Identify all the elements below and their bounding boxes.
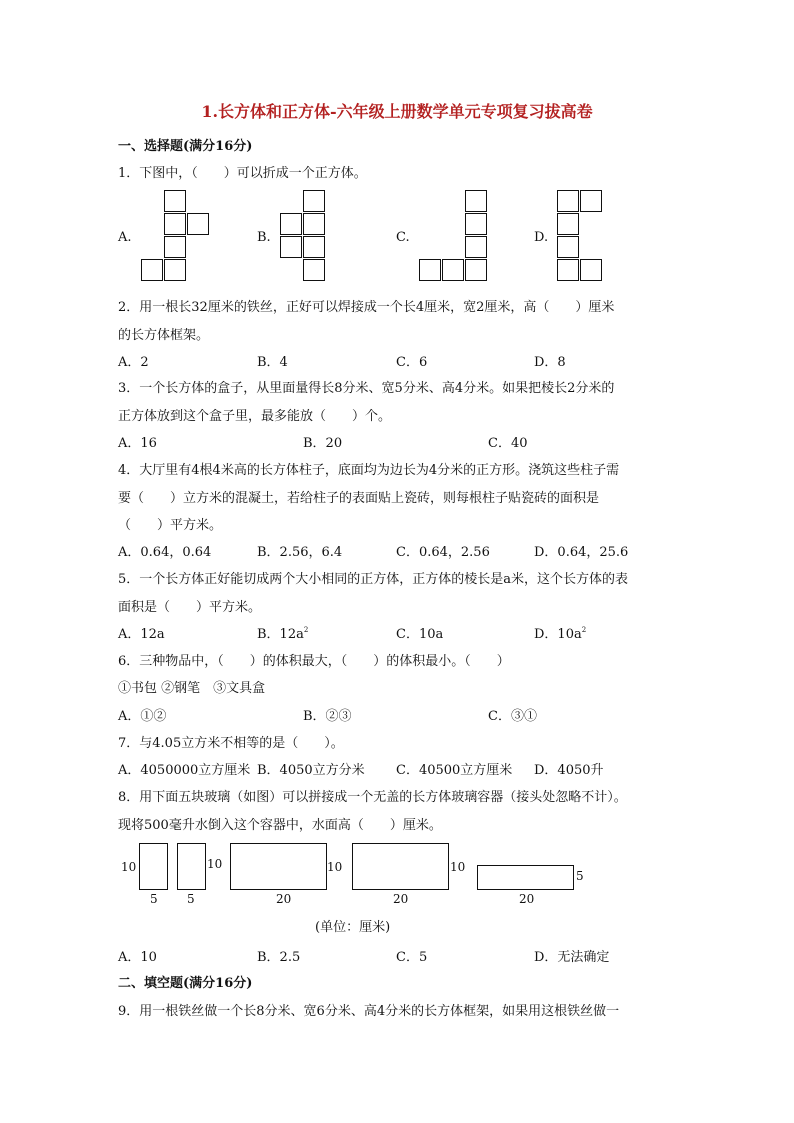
glass-piece-1-width: 5 — [150, 892, 158, 906]
question-3-line2: 正方体放到这个盒子里，最多能放（ ）个。 — [118, 409, 392, 424]
q6-option-c: C．③① — [488, 709, 537, 724]
question-4-line3: （ ）平方米。 — [118, 518, 223, 533]
glass-piece-4-height: 10 — [450, 860, 466, 874]
glass-piece-2 — [177, 843, 206, 890]
q5-option-a: A．12a — [118, 627, 165, 642]
q1-label-a: A. — [118, 230, 132, 245]
glass-piece-4 — [352, 843, 449, 890]
question-4-line2: 要（ ）立方米的混凝土，若给柱子的表面贴上瓷砖，则每根柱子贴瓷砖的面积是 — [118, 491, 600, 506]
glass-piece-4-width: 20 — [393, 892, 409, 906]
question-5-line1: 5．一个长方体正好能切成两个大小相同的正方体，正方体的棱长是a米，这个长方体的表 — [118, 572, 629, 587]
question-8-line2: 现将500毫升水倒入这个容器中，水面高（ ）厘米。 — [118, 818, 442, 833]
q1-label-c: C. — [396, 230, 410, 245]
q5-option-b: B．$12a^2$ — [257, 626, 309, 642]
q8-option-c: C．5 — [396, 950, 428, 965]
q4-option-c: C．0.64，2.56 — [396, 545, 490, 560]
glass-piece-3-width: 20 — [276, 892, 292, 906]
q4-option-d: D．0.64，25.6 — [534, 545, 629, 560]
q5-option-b-exponent: 2 — [303, 626, 309, 634]
question-3-line1: 3．一个长方体的盒子，从里面量得长8分米、宽5分米、高4分米。如果把棱长2分米的 — [118, 381, 615, 396]
q5-option-d: D．$10a^2$ — [534, 626, 587, 642]
q7-option-c: C．40500立方厘米 — [396, 763, 513, 778]
glass-piece-1-height: 10 — [121, 860, 137, 874]
question-5-line2: 面积是（ ）平方米。 — [118, 600, 262, 615]
q6-option-a: A．①② — [118, 709, 167, 724]
q1-label-b: B. — [257, 230, 271, 245]
q6-option-b: B．②③ — [303, 709, 352, 724]
glass-piece-2-height: 10 — [207, 857, 223, 871]
q2-option-c: C．6 — [396, 355, 428, 370]
q2-option-b: B．4 — [257, 355, 288, 370]
q5-option-d-exponent: 2 — [581, 626, 587, 634]
glass-piece-3-height: 10 — [327, 860, 343, 874]
question-2-line2: 的长方体框架。 — [118, 328, 210, 343]
question-6-line2: ①书包 ②钢笔 ③文具盒 — [118, 681, 266, 696]
q5-option-c: C．10a — [396, 627, 444, 642]
figure-unit-label: (单位：厘米) — [315, 920, 391, 935]
question-4-line1: 4．大厅里有4根4米高的长方体柱子，底面均为边长为4分米的正方形。浇筑这些柱子需 — [118, 463, 620, 478]
q8-option-b: B．2.5 — [257, 950, 301, 965]
glass-piece-2-width: 5 — [187, 892, 195, 906]
q7-option-a: A．4050000立方厘米 — [118, 763, 251, 778]
question-6-line1: 6．三种物品中，（ ）的体积最大，（ ）的体积最小。（ ） — [118, 654, 510, 669]
question-7-text: 7．与4.05立方米不相等的是（ ）。 — [118, 736, 344, 751]
glass-piece-5 — [477, 865, 574, 890]
q8-option-a: A．10 — [118, 950, 157, 965]
glass-piece-1 — [139, 843, 168, 890]
question-8-line1: 8．用下面五块玻璃（如图）可以拼接成一个无盖的长方体玻璃容器（接头处忽略不计）。 — [118, 790, 627, 805]
glass-piece-3 — [230, 843, 327, 890]
q3-option-b: B．20 — [303, 436, 343, 451]
q2-option-d: D．8 — [534, 355, 566, 370]
section-heading-fill: 二、填空题(满分16分) — [118, 976, 253, 991]
q3-option-a: A．16 — [118, 436, 157, 451]
glass-piece-5-width: 20 — [519, 892, 535, 906]
q8-option-d: D．无法确定 — [534, 950, 610, 965]
q7-option-b: B．4050立方分米 — [257, 763, 365, 778]
question-9-line1: 9．用一根铁丝做一个长8分米、宽6分米、高4分米的长方体框架，如果用这根铁丝做一 — [118, 1004, 620, 1019]
q7-option-d: D．4050升 — [534, 763, 604, 778]
section-heading-choice: 一、选择题(满分16分) — [118, 139, 253, 154]
page-title: 1.长方体和正方体-六年级上册数学单元专项复习拔高卷 — [201, 102, 593, 121]
question-2-line1: 2．用一根长32厘米的铁丝，正好可以焊接成一个长4厘米，宽2厘米，高（ ）厘米 — [118, 300, 615, 315]
q3-option-c: C．40 — [488, 436, 528, 451]
q1-label-d: D. — [534, 230, 549, 245]
q4-option-b: B．2.56，6.4 — [257, 545, 343, 560]
q2-option-a: A．2 — [118, 355, 149, 370]
q4-option-a: A．0.64，0.64 — [118, 545, 212, 560]
glass-piece-5-height: 5 — [576, 869, 584, 883]
question-1-text: 1．下图中，（ ）可以折成一个正方体。 — [118, 166, 367, 181]
